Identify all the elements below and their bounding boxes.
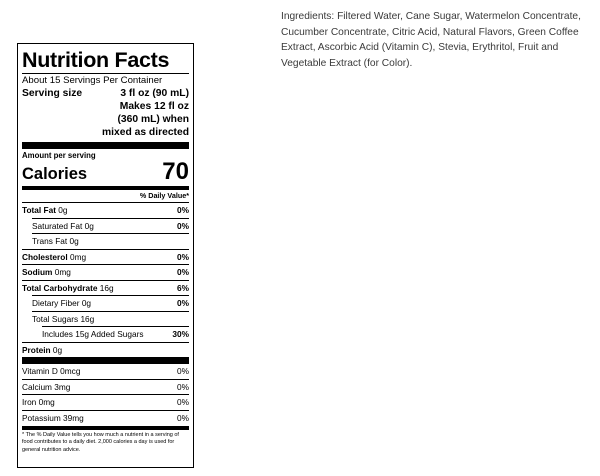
serving-size-value: 3 fl oz (90 mL) Makes 12 fl oz (360 mL) when mixed as directed bbox=[102, 88, 189, 138]
vitamin-dv: 0% bbox=[177, 397, 189, 407]
vitamin-name: Calcium bbox=[22, 381, 52, 392]
vitamin-name: Vitamin D bbox=[22, 366, 58, 376]
calories-value: 70 bbox=[162, 158, 189, 185]
nutrient-name: Saturated Fat bbox=[32, 220, 83, 231]
nutrient-row-dietary-fiber bbox=[32, 295, 189, 311]
nutrition-facts-label bbox=[17, 43, 194, 468]
label-title: Nutrition Facts bbox=[22, 48, 170, 72]
amount-per-serving: Amount per serving bbox=[22, 151, 96, 160]
serving-size-label: Serving size bbox=[22, 88, 83, 99]
nutrient-amount: 0g bbox=[58, 205, 68, 215]
vitamin-row-iron bbox=[22, 394, 189, 410]
nutrient-dv: 0% bbox=[177, 205, 189, 215]
nutrient-row-total-sugars bbox=[32, 311, 189, 327]
nutrient-dv: 0% bbox=[177, 220, 189, 231]
nutrient-row-total-carbohydrate bbox=[22, 280, 189, 296]
nutrient-dv: 0% bbox=[177, 251, 189, 262]
nutrient-row-cholesterol bbox=[22, 249, 189, 265]
divider bbox=[22, 73, 189, 74]
nutrient-amount: 0g bbox=[81, 298, 92, 308]
nutrient-dv: 0% bbox=[177, 267, 189, 277]
nutrient-name: Trans Fat bbox=[32, 236, 68, 246]
nutrient-dv: 30% bbox=[172, 329, 189, 339]
nutrient-amount: 16g bbox=[99, 282, 114, 293]
vitamin-amount: 39mg bbox=[63, 412, 84, 423]
nutrient-name: Total Carbohydrate bbox=[22, 282, 98, 293]
nutrient-amount: 0mg bbox=[69, 251, 87, 262]
vitamin-name: Potassium bbox=[22, 412, 61, 423]
nutrient-amount: 0g bbox=[52, 344, 63, 355]
nutrient-name: Cholesterol bbox=[22, 251, 68, 262]
vitamin-amount: 0mcg bbox=[60, 366, 81, 376]
nutrient-amount: 0g bbox=[84, 220, 94, 231]
nutrient-amount: 0mg bbox=[54, 267, 71, 277]
calories-label: Calories bbox=[22, 165, 88, 183]
nutrient-name: Protein bbox=[22, 344, 51, 355]
nutrient-name: Total Fat bbox=[22, 205, 56, 215]
nutrient-row-added-sugars bbox=[42, 326, 189, 342]
vitamin-name: Iron bbox=[22, 397, 37, 407]
vitamin-amount: 0mg bbox=[38, 397, 55, 407]
nutrient-name: Includes 15g Added Sugars bbox=[42, 329, 144, 339]
vitamin-row-potassium bbox=[22, 410, 189, 426]
thick-divider bbox=[22, 357, 189, 364]
vitamin-dv: 0% bbox=[177, 412, 189, 423]
nutrient-row-protein bbox=[22, 342, 189, 358]
serving-size-row bbox=[22, 87, 189, 139]
footnote: * The % Daily Value tells you how much a nutrient in a serving of food contributes to a daily diet. 2,000 calories a day is used for general nutrition advice. bbox=[22, 426, 189, 454]
nutrient-name: Total Sugars bbox=[32, 313, 79, 324]
vitamin-row-calcium bbox=[22, 379, 189, 395]
nutrient-name: Dietary Fiber bbox=[32, 298, 80, 308]
ingredients-text: Ingredients: Filtered Water, Cane Sugar, Watermelon Concentrate, Cucumber Concentrate, Citric Acid, Natural Flavors, Green Coffee Extract, Ascorbic Acid (Vitamin C), Stevia, Erythritol, Fruit and Vegetable Extract (for Color). bbox=[281, 11, 581, 69]
nutrient-name: Sodium bbox=[22, 267, 53, 277]
nutrient-row-total-fat bbox=[22, 202, 189, 218]
nutrient-row-trans-fat bbox=[32, 233, 189, 249]
vitamin-dv: 0% bbox=[177, 381, 189, 392]
nutrient-amount: 16g bbox=[80, 313, 95, 324]
vitamin-amount: 3mg bbox=[54, 381, 71, 392]
vitamin-dv: 0% bbox=[177, 366, 189, 376]
nutrient-amount: 0g bbox=[69, 236, 79, 246]
servings-per-container: About 15 Servings Per Container bbox=[22, 75, 163, 86]
vitamin-row-vitamin-d bbox=[22, 364, 189, 379]
calories-row bbox=[22, 160, 189, 184]
thick-divider bbox=[22, 142, 189, 149]
nutrient-dv: 6% bbox=[177, 282, 189, 293]
nutrient-dv: 0% bbox=[177, 298, 189, 308]
daily-value-header: % Daily Value* bbox=[139, 191, 189, 200]
nutrient-row-saturated-fat bbox=[32, 218, 189, 234]
nutrient-row-sodium bbox=[22, 264, 189, 280]
